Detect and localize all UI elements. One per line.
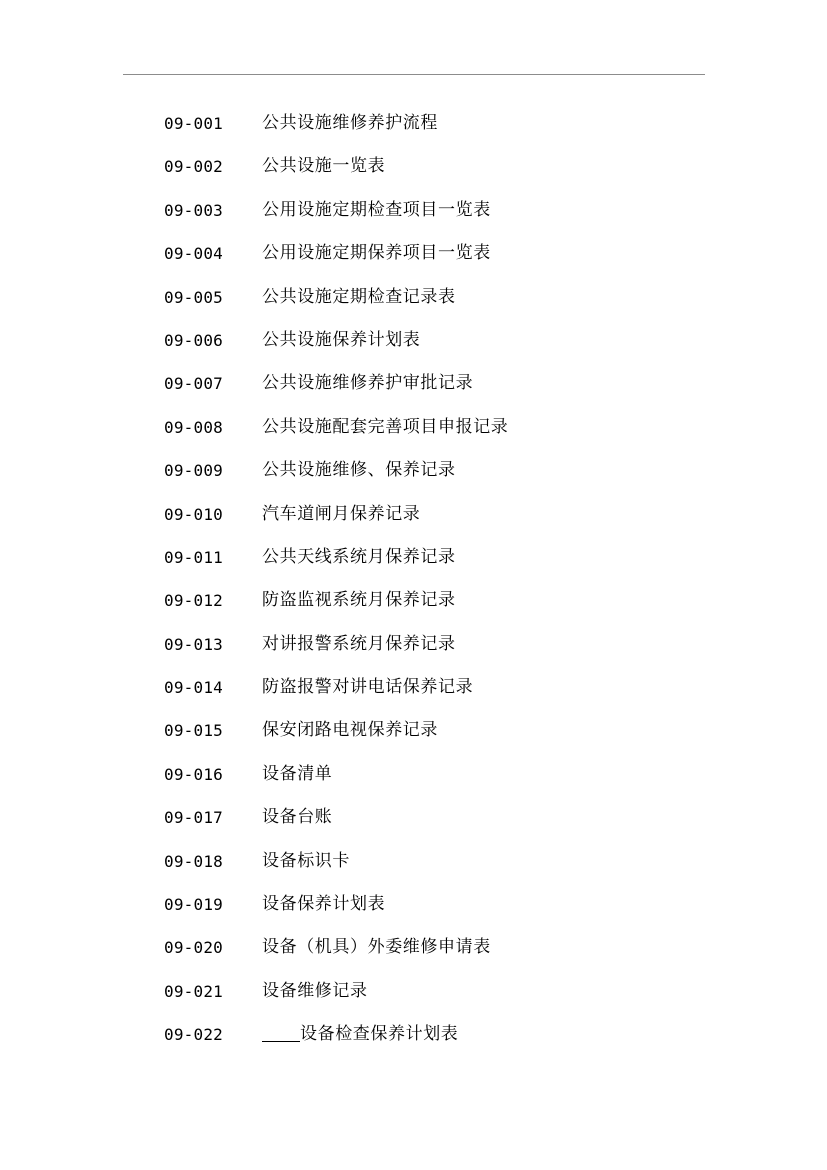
form-title: 防盗报警对讲电话保养记录 bbox=[262, 677, 474, 698]
list-item bbox=[0, 796, 827, 839]
list-item bbox=[0, 709, 827, 752]
form-code: 09-004 bbox=[164, 244, 223, 264]
form-title: 公共设施维修养护流程 bbox=[262, 113, 438, 133]
form-title: 设备清单 bbox=[262, 763, 333, 784]
list-item bbox=[0, 536, 827, 579]
list-item bbox=[0, 102, 827, 145]
form-title: 公共设施维修、保养记录 bbox=[262, 460, 456, 481]
form-code: 09-016 bbox=[164, 764, 223, 784]
list-item bbox=[0, 840, 827, 883]
form-title: 公共天线系统月保养记录 bbox=[262, 546, 456, 567]
form-title: 设备检查保养计划表 bbox=[300, 1024, 459, 1045]
form-code: 09-002 bbox=[164, 157, 223, 177]
list-item bbox=[0, 232, 827, 275]
list-item bbox=[0, 883, 827, 926]
form-code: 09-010 bbox=[164, 504, 223, 524]
form-code: 09-019 bbox=[164, 895, 223, 915]
list-item bbox=[0, 753, 827, 796]
form-code: 09-018 bbox=[164, 851, 223, 871]
form-title: 公共设施定期检查记录表 bbox=[262, 286, 456, 307]
list-item bbox=[0, 362, 827, 405]
list-item bbox=[0, 406, 827, 449]
form-title: 设备（机具）外委维修申请表 bbox=[262, 937, 491, 958]
form-title: 公用设施定期保养项目一览表 bbox=[262, 243, 491, 264]
list-item bbox=[0, 493, 827, 536]
form-title: 防盗监视系统月保养记录 bbox=[262, 590, 456, 611]
list-item bbox=[0, 276, 827, 319]
list-item bbox=[0, 319, 827, 362]
list-item bbox=[0, 189, 827, 232]
form-title: 公共设施维修养护审批记录 bbox=[262, 373, 474, 394]
form-title: 设备标识卡 bbox=[262, 850, 350, 871]
form-title: 汽车道闸月保养记录 bbox=[262, 503, 421, 524]
form-code: 09-009 bbox=[164, 461, 223, 481]
header-divider bbox=[123, 74, 705, 75]
form-code: 09-014 bbox=[164, 678, 223, 698]
form-code: 09-003 bbox=[164, 200, 223, 220]
form-code: 09-008 bbox=[164, 417, 223, 437]
form-code: 09-001 bbox=[164, 114, 223, 133]
form-title-with-blank bbox=[262, 1013, 458, 1056]
fill-in-blank-line bbox=[262, 1041, 300, 1042]
form-code: 09-013 bbox=[164, 634, 223, 654]
form-title: 公共设施保养计划表 bbox=[262, 329, 421, 350]
form-title: 公共设施配套完善项目申报记录 bbox=[262, 416, 509, 437]
list-item bbox=[0, 579, 827, 622]
form-title: 设备台账 bbox=[262, 807, 333, 828]
form-code: 09-017 bbox=[164, 808, 223, 828]
form-index-list bbox=[0, 102, 827, 1057]
form-title: 设备保养计划表 bbox=[262, 894, 386, 915]
form-title: 公用设施定期检查项目一览表 bbox=[262, 199, 491, 220]
list-item bbox=[0, 449, 827, 492]
form-code: 09-020 bbox=[164, 938, 223, 958]
form-title: 设备维修记录 bbox=[262, 980, 368, 1001]
list-item bbox=[0, 1013, 827, 1056]
form-code: 09-007 bbox=[164, 374, 223, 394]
form-code: 09-022 bbox=[164, 1025, 223, 1045]
form-code: 09-005 bbox=[164, 287, 223, 307]
list-item bbox=[0, 145, 827, 188]
form-title: 保安闭路电视保养记录 bbox=[262, 720, 438, 741]
list-item bbox=[0, 623, 827, 666]
form-code: 09-015 bbox=[164, 721, 223, 741]
form-code: 09-006 bbox=[164, 330, 223, 350]
form-title: 公共设施一览表 bbox=[262, 156, 386, 177]
form-title: 对讲报警系统月保养记录 bbox=[262, 633, 456, 654]
form-code: 09-011 bbox=[164, 547, 223, 567]
list-item bbox=[0, 926, 827, 969]
form-code: 09-012 bbox=[164, 591, 223, 611]
list-item bbox=[0, 970, 827, 1013]
list-item bbox=[0, 666, 827, 709]
form-code: 09-021 bbox=[164, 981, 223, 1001]
